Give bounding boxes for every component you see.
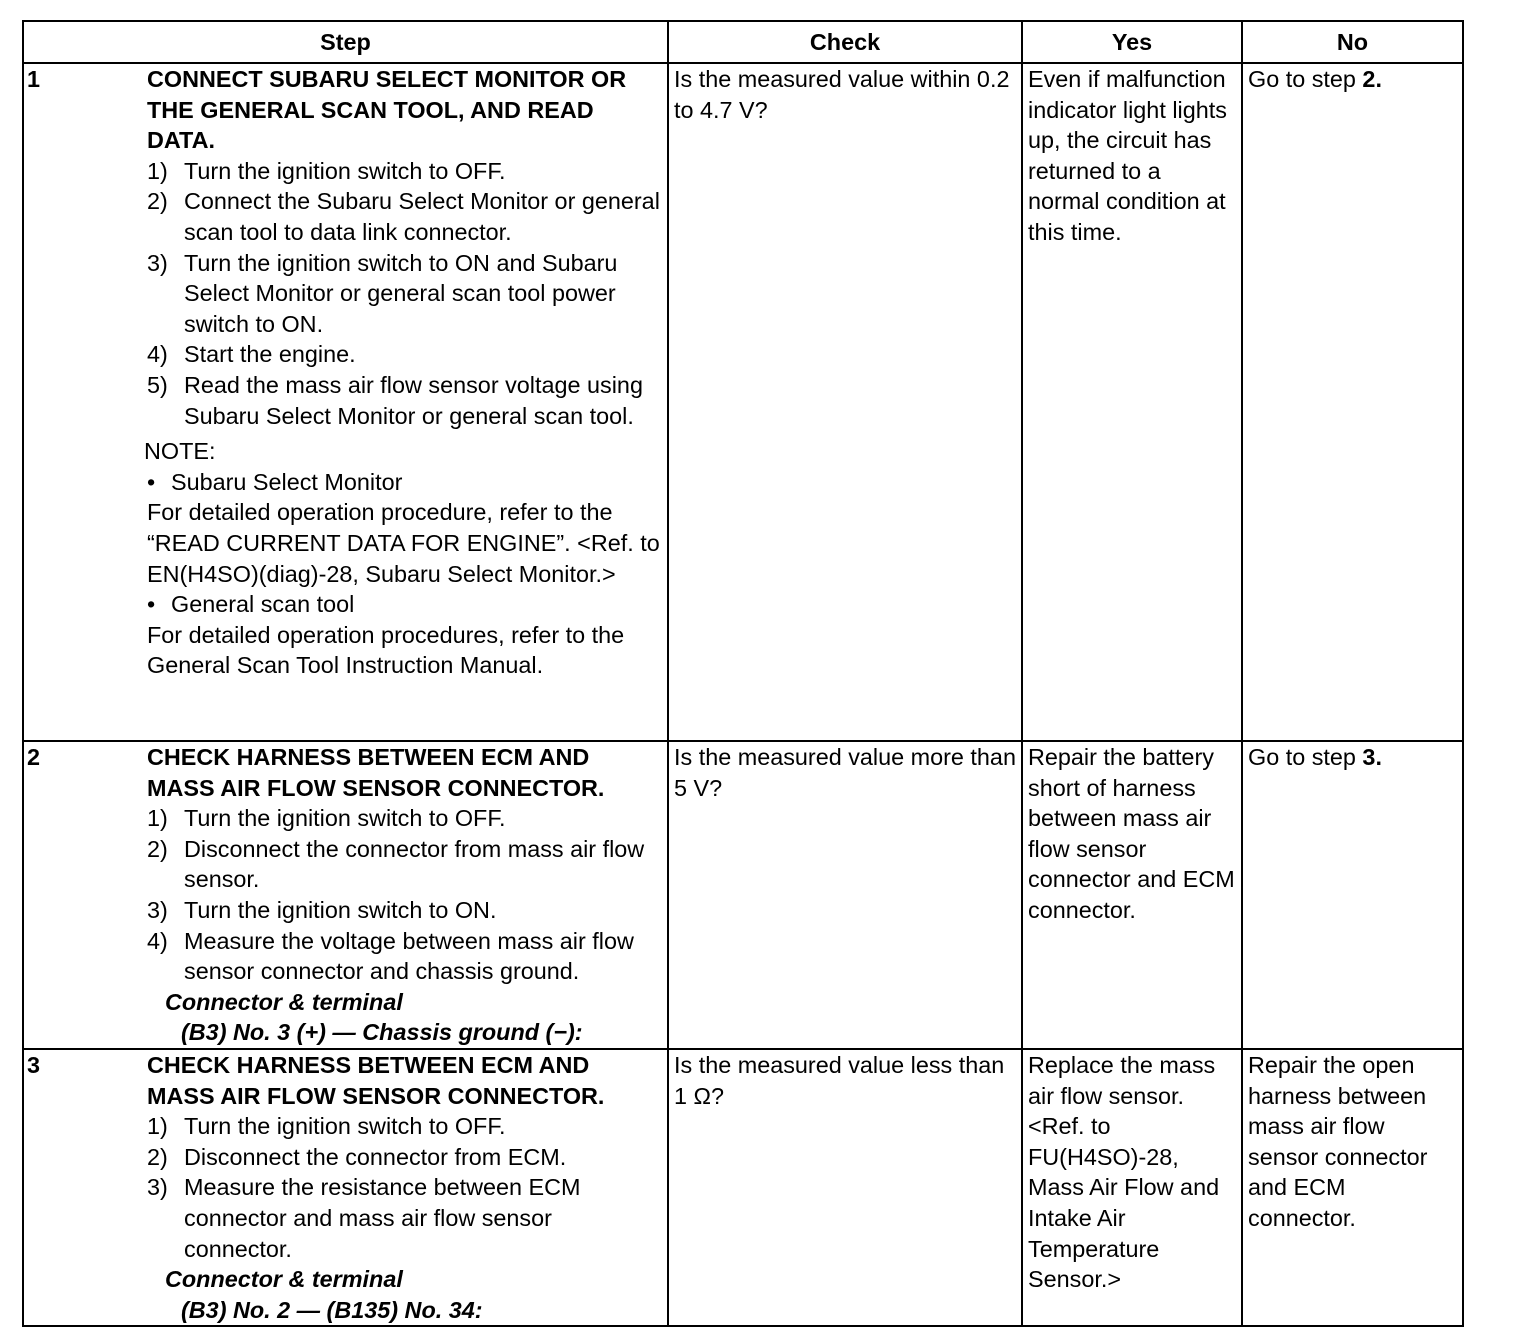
goto-step: 3: [1362, 744, 1376, 770]
yes-cell: Replace the mass air flow sensor. <Ref. to FU(H4SO)-28, Mass Air Flow and Intake Air Temperature Sensor.>: [1022, 1049, 1242, 1326]
procedure-item: 1) Turn the ignition switch to OFF.: [147, 805, 506, 832]
procedure-item: 1) Turn the ignition switch to OFF.: [147, 157, 506, 184]
note-bullet: • Subaru Select Monitor: [147, 468, 403, 495]
check-cell: Is the measured value within 0.2 to 4.7 V?: [668, 63, 1022, 741]
table-row: [23, 741, 1463, 1049]
header-check: Check: [668, 21, 1022, 63]
step-title: CHECK HARNESS BETWEEN ECM AND MASS AIR FLOW SENSOR CONNECTOR.: [147, 744, 605, 801]
procedure-item: 4) Start the engine.: [147, 341, 356, 368]
step-number: 2: [27, 744, 41, 770]
procedure-item: 3) Measure the resistance between ECM connector and mass air flow sensor connector.: [147, 1174, 581, 1262]
note-text: For detailed operation procedures, refer to the General Scan Tool Instruction Manual.: [147, 621, 625, 679]
procedure-item: 1) Turn the ignition switch to OFF.: [147, 1113, 506, 1140]
step-cell: [23, 63, 668, 741]
check-cell: Is the measured value less than 1 Ω?: [668, 1049, 1022, 1326]
header-row: [23, 21, 1463, 63]
table-row: [23, 63, 1463, 741]
procedure-item: 3) Turn the ignition switch to ON and Subaru Select Monitor or general scan tool power switch to ON.: [147, 249, 618, 337]
step-title: CONNECT SUBARU SELECT MONITOR OR THE GENERAL SCAN TOOL, AND READ DATA.: [147, 66, 627, 154]
table-row: [23, 1049, 1463, 1326]
no-cell: Go to step 2.: [1242, 63, 1463, 741]
goto-step: 2: [1362, 66, 1376, 92]
check-cell: Is the measured value more than 5 V?: [668, 741, 1022, 1049]
note-label: NOTE:: [144, 438, 216, 465]
yes-cell: Repair the battery short of harness between mass air flow sensor connector and ECM connector.: [1022, 741, 1242, 1049]
connector-title: Connector & terminal: [165, 1266, 403, 1293]
connector-spec: (B3) No. 3 (+) — Chassis ground (−):: [181, 1019, 583, 1046]
connector-spec: (B3) No. 2 — (B135) No. 34:: [181, 1296, 483, 1323]
procedure-item: 3) Turn the ignition switch to ON.: [147, 896, 497, 923]
yes-cell: Even if malfunction indicator light lights up, the circuit has returned to a normal condition at this time.: [1022, 63, 1242, 741]
step-cell: [23, 1049, 668, 1326]
step-cell: [23, 741, 668, 1049]
procedure-item: 2) Disconnect the connector from ECM.: [147, 1143, 567, 1170]
no-cell: Go to step 3.: [1242, 741, 1463, 1049]
header-yes: Yes: [1022, 21, 1242, 63]
step-number: 1: [27, 66, 41, 92]
header-step: Step: [23, 21, 668, 63]
connector-title: Connector & terminal: [165, 988, 403, 1015]
procedure-item: 2) Disconnect the connector from mass air flow sensor.: [147, 835, 645, 893]
step-title: CHECK HARNESS BETWEEN ECM AND MASS AIR FLOW SENSOR CONNECTOR.: [147, 1052, 605, 1109]
procedure-item: 4) Measure the voltage between mass air flow sensor connector and chassis ground.: [147, 927, 634, 985]
procedure-item: 2) Connect the Subaru Select Monitor or general scan tool to data link connector.: [147, 188, 660, 245]
no-cell: Repair the open harness between mass air flow sensor connector and ECM connector.: [1242, 1049, 1463, 1326]
step-number: 3: [27, 1052, 41, 1078]
note-text: For detailed operation procedure, refer to the “READ CURRENT DATA FOR ENGINE”. <Ref. to EN(H4SO)(diag)-28, Subaru Select Monitor.>: [147, 499, 660, 587]
header-no: No: [1242, 21, 1463, 63]
procedure-item: 5) Read the mass air flow sensor voltage using Subaru Select Monitor or general scan tool.: [147, 371, 643, 429]
diagnostic-table: [22, 20, 1464, 1327]
note-bullet: • General scan tool: [147, 591, 355, 618]
